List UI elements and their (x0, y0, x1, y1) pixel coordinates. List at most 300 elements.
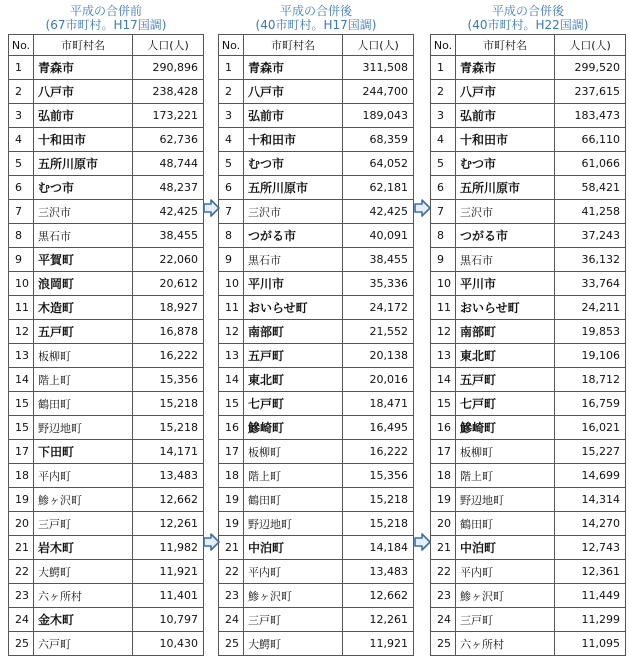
panel-before-merger (8, 0, 204, 656)
municipality-cell: 三戸町 (34, 512, 133, 536)
rank-cell: 19 (219, 512, 244, 536)
population-cell: 290,896 (133, 56, 204, 80)
rank-cell: 16 (431, 416, 456, 440)
panel-after-merger-h17 (218, 0, 414, 656)
right-arrow-icon (202, 199, 220, 217)
population-cell: 14,171 (133, 440, 204, 464)
rank-cell: 8 (9, 224, 34, 248)
municipality-cell: 五所川原市 (244, 176, 343, 200)
municipality-cell: 八戸市 (34, 80, 133, 104)
municipality-cell: 三沢市 (456, 200, 555, 224)
rank-cell: 9 (431, 248, 456, 272)
municipality-cell: 三沢市 (244, 200, 343, 224)
population-cell: 15,218 (343, 512, 414, 536)
population-cell: 16,759 (555, 392, 626, 416)
municipality-cell: 鶴田町 (244, 488, 343, 512)
table-row (219, 272, 414, 296)
table-row (9, 440, 204, 464)
municipality-cell: おいらせ町 (456, 296, 555, 320)
table-row (219, 488, 414, 512)
rank-cell: 13 (9, 344, 34, 368)
table-row (431, 272, 626, 296)
municipality-cell: 階上町 (34, 368, 133, 392)
municipality-cell: 鰺崎町 (244, 416, 343, 440)
municipality-cell: 六戸町 (34, 632, 133, 656)
right-arrow-icon (413, 533, 431, 551)
table-row (219, 200, 414, 224)
table-row (431, 440, 626, 464)
table-row (431, 128, 626, 152)
table-row (9, 104, 204, 128)
table-row (9, 560, 204, 584)
rank-cell: 25 (219, 632, 244, 656)
table-row (9, 368, 204, 392)
municipality-cell: 六ヶ所村 (34, 584, 133, 608)
rank-cell: 3 (219, 104, 244, 128)
table-row (9, 176, 204, 200)
table-row (219, 224, 414, 248)
table-row (9, 272, 204, 296)
municipality-cell: 七戸町 (244, 392, 343, 416)
rank-cell: 21 (431, 536, 456, 560)
table-row (219, 104, 414, 128)
table-row (431, 392, 626, 416)
population-cell: 11,982 (133, 536, 204, 560)
table-row (431, 536, 626, 560)
column-header-population: 人口(人) (133, 35, 204, 56)
table-row (431, 344, 626, 368)
population-cell: 19,853 (555, 320, 626, 344)
rank-cell: 15 (431, 392, 456, 416)
population-cell: 11,921 (343, 632, 414, 656)
table-row (219, 632, 414, 656)
population-cell: 14,699 (555, 464, 626, 488)
municipality-cell: 平川市 (456, 272, 555, 296)
rank-cell: 10 (431, 272, 456, 296)
population-cell: 13,483 (343, 560, 414, 584)
table-row (219, 128, 414, 152)
table-row (219, 584, 414, 608)
population-cell: 173,221 (133, 104, 204, 128)
rank-cell: 24 (219, 608, 244, 632)
municipality-cell: つがる市 (456, 224, 555, 248)
table-row (9, 392, 204, 416)
population-cell: 18,471 (343, 392, 414, 416)
table-row (9, 464, 204, 488)
table-row (431, 512, 626, 536)
population-cell: 11,401 (133, 584, 204, 608)
rank-cell: 22 (219, 560, 244, 584)
column-header-no: No. (219, 35, 244, 56)
population-cell: 189,043 (343, 104, 414, 128)
rank-cell: 9 (9, 248, 34, 272)
population-cell: 36,132 (555, 248, 626, 272)
table-row (219, 344, 414, 368)
municipality-cell: 南部町 (244, 320, 343, 344)
column-header-no: No. (9, 35, 34, 56)
table-row (9, 296, 204, 320)
population-cell: 13,483 (133, 464, 204, 488)
rank-cell: 5 (9, 152, 34, 176)
population-cell: 11,299 (555, 608, 626, 632)
rank-cell: 23 (9, 584, 34, 608)
population-cell: 58,421 (555, 176, 626, 200)
municipality-cell: 平賀町 (34, 248, 133, 272)
municipality-cell: 中泊町 (244, 536, 343, 560)
table-row (219, 248, 414, 272)
column-header-population: 人口(人) (343, 35, 414, 56)
table-row (431, 224, 626, 248)
municipality-cell: 平内町 (456, 560, 555, 584)
municipality-cell: 岩木町 (34, 536, 133, 560)
rank-cell: 20 (9, 512, 34, 536)
population-cell: 35,336 (343, 272, 414, 296)
table-header-row (431, 35, 626, 56)
population-cell: 61,066 (555, 152, 626, 176)
table-row (9, 80, 204, 104)
rank-cell: 14 (9, 368, 34, 392)
rank-cell: 21 (9, 536, 34, 560)
population-cell: 10,430 (133, 632, 204, 656)
municipality-cell: 南部町 (456, 320, 555, 344)
rank-cell: 18 (431, 464, 456, 488)
population-cell: 37,243 (555, 224, 626, 248)
municipality-cell: おいらせ町 (244, 296, 343, 320)
population-cell: 16,021 (555, 416, 626, 440)
population-cell: 12,261 (133, 512, 204, 536)
municipality-cell: 平川市 (244, 272, 343, 296)
rank-cell: 2 (219, 80, 244, 104)
table-row (9, 128, 204, 152)
municipality-cell: 鯵ヶ沢町 (456, 584, 555, 608)
rank-cell: 15 (9, 416, 34, 440)
table-row (9, 416, 204, 440)
panel-title-line1: 平成の合併前 (69, 4, 142, 18)
municipality-cell: 五戸町 (456, 368, 555, 392)
population-cell: 12,662 (133, 488, 204, 512)
municipality-cell: 八戸市 (456, 80, 555, 104)
rank-cell: 6 (431, 176, 456, 200)
table-row (219, 56, 414, 80)
population-cell: 16,222 (133, 344, 204, 368)
table-row (219, 296, 414, 320)
municipality-cell: 三沢市 (34, 200, 133, 224)
rank-cell: 1 (219, 56, 244, 80)
rank-cell: 24 (9, 608, 34, 632)
municipality-cell: 弘前市 (456, 104, 555, 128)
population-cell: 237,615 (555, 80, 626, 104)
table-row (9, 632, 204, 656)
municipality-cell: 大鰐町 (244, 632, 343, 656)
rank-cell: 2 (9, 80, 34, 104)
population-cell: 42,425 (133, 200, 204, 224)
rank-cell: 24 (431, 608, 456, 632)
municipality-cell: 野辺地町 (34, 416, 133, 440)
municipality-cell: 青森市 (244, 56, 343, 80)
rank-cell: 20 (431, 512, 456, 536)
table-row (431, 80, 626, 104)
population-cell: 22,060 (133, 248, 204, 272)
rank-cell: 3 (9, 104, 34, 128)
rank-cell: 2 (431, 80, 456, 104)
table-row (431, 416, 626, 440)
population-cell: 18,927 (133, 296, 204, 320)
rank-cell: 23 (219, 584, 244, 608)
population-cell: 11,095 (555, 632, 626, 656)
population-table (218, 34, 414, 656)
table-row (219, 512, 414, 536)
table-row (219, 152, 414, 176)
municipality-cell: 十和田市 (244, 128, 343, 152)
municipality-cell: 十和田市 (34, 128, 133, 152)
rank-cell: 19 (431, 488, 456, 512)
rank-cell: 18 (219, 464, 244, 488)
table-row (431, 296, 626, 320)
rank-cell: 5 (431, 152, 456, 176)
table-row (9, 512, 204, 536)
municipality-cell: 黒石市 (34, 224, 133, 248)
population-cell: 12,261 (343, 608, 414, 632)
table-row (9, 200, 204, 224)
municipality-cell: 三戸町 (456, 608, 555, 632)
population-cell: 42,425 (343, 200, 414, 224)
table-header-row (9, 35, 204, 56)
table-row (431, 56, 626, 80)
municipality-cell: 階上町 (244, 464, 343, 488)
rank-cell: 16 (219, 416, 244, 440)
population-cell: 15,218 (133, 416, 204, 440)
population-cell: 15,227 (555, 440, 626, 464)
municipality-cell: 下田町 (34, 440, 133, 464)
rank-cell: 17 (9, 440, 34, 464)
municipality-cell: 八戸市 (244, 80, 343, 104)
table-row (431, 584, 626, 608)
table-row (9, 320, 204, 344)
municipality-cell: 五所川原市 (456, 176, 555, 200)
table-row (219, 608, 414, 632)
table-row (431, 560, 626, 584)
table-row (219, 80, 414, 104)
rank-cell: 13 (431, 344, 456, 368)
right-arrow-icon (202, 533, 220, 551)
municipality-cell: 六ヶ所村 (456, 632, 555, 656)
rank-cell: 15 (9, 392, 34, 416)
municipality-cell: 鯵ヶ沢町 (34, 488, 133, 512)
municipality-cell: 鰺崎町 (456, 416, 555, 440)
right-arrow-icon (413, 199, 431, 217)
table-row (9, 152, 204, 176)
municipality-cell: 黒石市 (244, 248, 343, 272)
table-row (9, 344, 204, 368)
population-cell: 62,736 (133, 128, 204, 152)
table-row (431, 368, 626, 392)
population-cell: 14,184 (343, 536, 414, 560)
municipality-cell: 五戸町 (244, 344, 343, 368)
municipality-cell: 三戸町 (244, 608, 343, 632)
panel-title-line2: (40市町村。H22国調) (467, 18, 589, 32)
municipality-cell: 平内町 (34, 464, 133, 488)
rank-cell: 10 (219, 272, 244, 296)
municipality-cell: 弘前市 (244, 104, 343, 128)
rank-cell: 17 (431, 440, 456, 464)
population-cell: 19,106 (555, 344, 626, 368)
rank-cell: 1 (9, 56, 34, 80)
rank-cell: 19 (219, 488, 244, 512)
municipality-cell: 東北町 (244, 368, 343, 392)
population-cell: 66,110 (555, 128, 626, 152)
table-row (431, 488, 626, 512)
rank-cell: 18 (9, 464, 34, 488)
population-cell: 15,218 (133, 392, 204, 416)
population-cell: 64,052 (343, 152, 414, 176)
population-cell: 16,222 (343, 440, 414, 464)
population-cell: 12,662 (343, 584, 414, 608)
population-table (430, 34, 626, 656)
table-row (219, 536, 414, 560)
table-row (219, 320, 414, 344)
table-row (431, 464, 626, 488)
population-cell: 14,314 (555, 488, 626, 512)
population-cell: 12,743 (555, 536, 626, 560)
municipality-cell: 十和田市 (456, 128, 555, 152)
rank-cell: 5 (219, 152, 244, 176)
rank-cell: 11 (219, 296, 244, 320)
table-row (431, 608, 626, 632)
panel-title (8, 0, 204, 34)
population-cell: 16,495 (343, 416, 414, 440)
population-cell: 38,455 (133, 224, 204, 248)
municipality-cell: むつ市 (456, 152, 555, 176)
table-row (431, 152, 626, 176)
population-table (8, 34, 204, 656)
municipality-cell: つがる市 (244, 224, 343, 248)
municipality-cell: 青森市 (34, 56, 133, 80)
rank-cell: 1 (431, 56, 456, 80)
municipality-cell: 木造町 (34, 296, 133, 320)
population-cell: 21,552 (343, 320, 414, 344)
municipality-cell: 浪岡町 (34, 272, 133, 296)
panel-title (430, 0, 626, 34)
population-cell: 12,361 (555, 560, 626, 584)
column-header-no: No. (431, 35, 456, 56)
rank-cell: 12 (431, 320, 456, 344)
population-cell: 14,270 (555, 512, 626, 536)
rank-cell: 19 (9, 488, 34, 512)
municipality-cell: 鶴田町 (34, 392, 133, 416)
rank-cell: 6 (9, 176, 34, 200)
table-row (219, 368, 414, 392)
rank-cell: 7 (219, 200, 244, 224)
rank-cell: 8 (431, 224, 456, 248)
panel-title-line2: (40市町村。H17国調) (255, 18, 377, 32)
rank-cell: 4 (9, 128, 34, 152)
table-row (431, 320, 626, 344)
municipality-cell: 板柳町 (34, 344, 133, 368)
table-row (219, 464, 414, 488)
column-header-name: 市町村名 (456, 35, 555, 56)
table-row (219, 176, 414, 200)
population-cell: 24,172 (343, 296, 414, 320)
rank-cell: 14 (431, 368, 456, 392)
municipality-cell: 野辺地町 (244, 512, 343, 536)
table-row (431, 632, 626, 656)
rank-cell: 12 (219, 320, 244, 344)
municipality-cell: むつ市 (244, 152, 343, 176)
table-row (219, 392, 414, 416)
population-cell: 18,712 (555, 368, 626, 392)
rank-cell: 6 (219, 176, 244, 200)
rank-cell: 15 (219, 392, 244, 416)
rank-cell: 4 (219, 128, 244, 152)
rank-cell: 7 (9, 200, 34, 224)
municipality-cell: 青森市 (456, 56, 555, 80)
panel-title-line1: 平成の合併後 (491, 4, 564, 18)
rank-cell: 14 (219, 368, 244, 392)
rank-cell: 25 (9, 632, 34, 656)
municipality-cell: 金木町 (34, 608, 133, 632)
table-row (431, 200, 626, 224)
column-header-name: 市町村名 (34, 35, 133, 56)
population-cell: 15,356 (133, 368, 204, 392)
population-cell: 15,218 (343, 488, 414, 512)
rank-cell: 23 (431, 584, 456, 608)
column-header-population: 人口(人) (555, 35, 626, 56)
municipality-cell: 大鰐町 (34, 560, 133, 584)
population-cell: 20,612 (133, 272, 204, 296)
population-cell: 20,016 (343, 368, 414, 392)
table-row (9, 584, 204, 608)
table-row (431, 248, 626, 272)
rank-cell: 21 (219, 536, 244, 560)
rank-cell: 4 (431, 128, 456, 152)
rank-cell: 12 (9, 320, 34, 344)
municipality-cell: 鶴田町 (456, 512, 555, 536)
rank-cell: 13 (219, 344, 244, 368)
population-cell: 11,921 (133, 560, 204, 584)
table-row (9, 488, 204, 512)
population-cell: 244,700 (343, 80, 414, 104)
rank-cell: 3 (431, 104, 456, 128)
table-row (9, 248, 204, 272)
population-cell: 16,878 (133, 320, 204, 344)
population-cell: 299,520 (555, 56, 626, 80)
column-header-name: 市町村名 (244, 35, 343, 56)
population-cell: 183,473 (555, 104, 626, 128)
rank-cell: 11 (9, 296, 34, 320)
rank-cell: 17 (219, 440, 244, 464)
municipality-cell: 中泊町 (456, 536, 555, 560)
panel-title-line2: (67市町村。H17国調) (45, 18, 167, 32)
municipality-cell: 鯵ヶ沢町 (244, 584, 343, 608)
rank-cell: 11 (431, 296, 456, 320)
population-cell: 62,181 (343, 176, 414, 200)
municipality-cell: 五所川原市 (34, 152, 133, 176)
panel-after-merger-h22 (430, 0, 626, 656)
municipality-cell: 平内町 (244, 560, 343, 584)
table-row (9, 56, 204, 80)
rank-cell: 25 (431, 632, 456, 656)
population-cell: 48,237 (133, 176, 204, 200)
municipality-cell: 黒石市 (456, 248, 555, 272)
municipality-cell: 七戸町 (456, 392, 555, 416)
municipality-cell: 階上町 (456, 464, 555, 488)
municipality-cell: 板柳町 (244, 440, 343, 464)
panel-title (218, 0, 414, 34)
population-cell: 24,211 (555, 296, 626, 320)
population-cell: 68,359 (343, 128, 414, 152)
table-row (219, 440, 414, 464)
population-cell: 238,428 (133, 80, 204, 104)
